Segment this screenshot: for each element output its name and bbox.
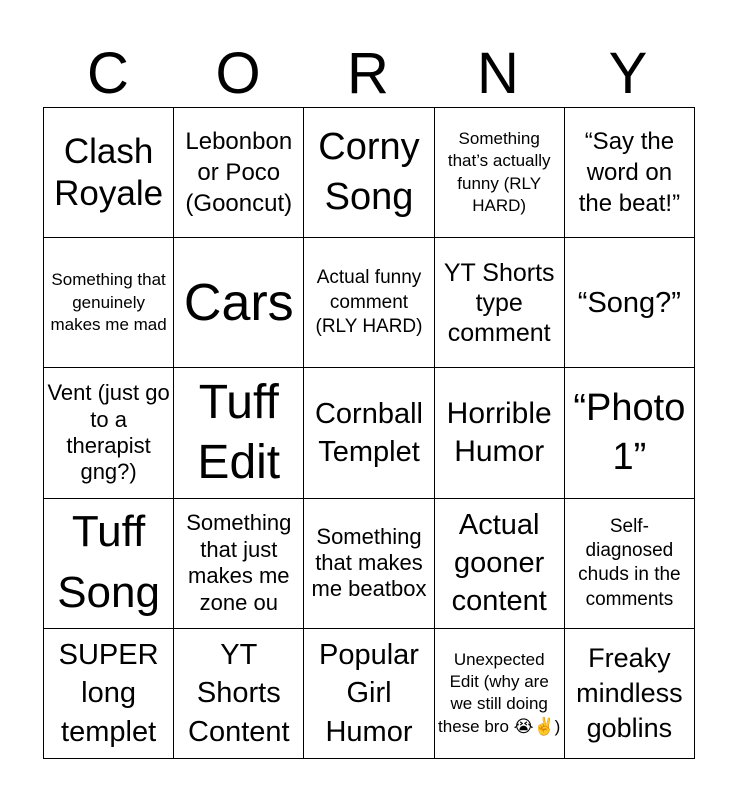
header-letter-o: O bbox=[215, 41, 261, 106]
bingo-cell[interactable] bbox=[304, 368, 434, 498]
bingo-cell[interactable] bbox=[435, 368, 565, 498]
bingo-cell[interactable] bbox=[565, 629, 695, 759]
cell-text: Lebonbon or Poco (Gooncut) bbox=[185, 127, 293, 218]
bingo-cell[interactable] bbox=[44, 499, 174, 629]
cell-text: Horrible Humor bbox=[446, 396, 552, 468]
bingo-cell[interactable] bbox=[435, 238, 565, 368]
bingo-cell[interactable] bbox=[44, 629, 174, 759]
cell-text: Actual funny comment (RLY HARD) bbox=[315, 267, 423, 337]
cell-text: Tuff Edit bbox=[197, 375, 281, 489]
cell-text: Corny Song bbox=[318, 126, 420, 218]
bingo-cell[interactable] bbox=[435, 499, 565, 629]
bingo-cell[interactable] bbox=[304, 499, 434, 629]
bingo-cell[interactable] bbox=[565, 368, 695, 498]
cell-text: Freaky mindless goblins bbox=[576, 642, 683, 743]
header-letter-y: Y bbox=[608, 41, 648, 106]
cell-text: Actual gooner content bbox=[451, 508, 547, 618]
header-letter-c: C bbox=[87, 41, 129, 106]
bingo-cell[interactable] bbox=[304, 108, 434, 238]
cell-text: Cornball Templet bbox=[314, 397, 423, 468]
cell-text: “Song?” bbox=[577, 286, 681, 319]
cell-text: Something that genuinely makes me mad bbox=[50, 270, 167, 334]
cell-text: Cars bbox=[183, 273, 294, 332]
cell-text: YT Shorts Content bbox=[188, 638, 290, 748]
bingo-cell[interactable] bbox=[174, 499, 304, 629]
bingo-cell[interactable] bbox=[304, 238, 434, 368]
bingo-cell[interactable] bbox=[435, 108, 565, 238]
cell-text: Self-diagnosed chuds in the comments bbox=[578, 515, 681, 610]
bingo-cell[interactable] bbox=[565, 499, 695, 629]
cell-text: Unexpected Edit (why are we still doing these bro 😭✌️) bbox=[438, 649, 561, 736]
cell-text: Clash Royale bbox=[54, 132, 164, 213]
cell-text: Something that just makes me zone ou bbox=[186, 510, 292, 615]
bingo-cell[interactable] bbox=[565, 238, 695, 368]
cell-text: “Say the word on the beat!” bbox=[578, 127, 681, 218]
bingo-board bbox=[43, 107, 695, 759]
header-letter-n: N bbox=[477, 41, 519, 106]
cell-text: Something that makes me beatbox bbox=[311, 523, 427, 602]
bingo-header bbox=[43, 40, 693, 108]
bingo-cell[interactable] bbox=[174, 629, 304, 759]
cell-text: Something that’s actually funny (RLY HARD) bbox=[447, 128, 551, 216]
bingo-cell[interactable] bbox=[44, 238, 174, 368]
bingo-cell[interactable] bbox=[435, 629, 565, 759]
bingo-cell[interactable] bbox=[174, 368, 304, 498]
cell-text: “Photo 1” bbox=[573, 386, 686, 478]
bingo-cell[interactable] bbox=[174, 238, 304, 368]
bingo-cell[interactable] bbox=[565, 108, 695, 238]
bingo-cell[interactable] bbox=[44, 368, 174, 498]
cell-text: SUPER long templet bbox=[58, 638, 159, 748]
cell-text: Vent (just go to a therapist gng?) bbox=[47, 380, 170, 485]
cell-text: Popular Girl Humor bbox=[319, 638, 419, 748]
bingo-cell[interactable] bbox=[304, 629, 434, 759]
bingo-cell[interactable] bbox=[174, 108, 304, 238]
header-letter-r: R bbox=[347, 41, 389, 106]
cell-text: YT Shorts type comment bbox=[443, 258, 555, 347]
bingo-cell[interactable] bbox=[44, 108, 174, 238]
cell-text: Tuff Song bbox=[57, 507, 160, 618]
